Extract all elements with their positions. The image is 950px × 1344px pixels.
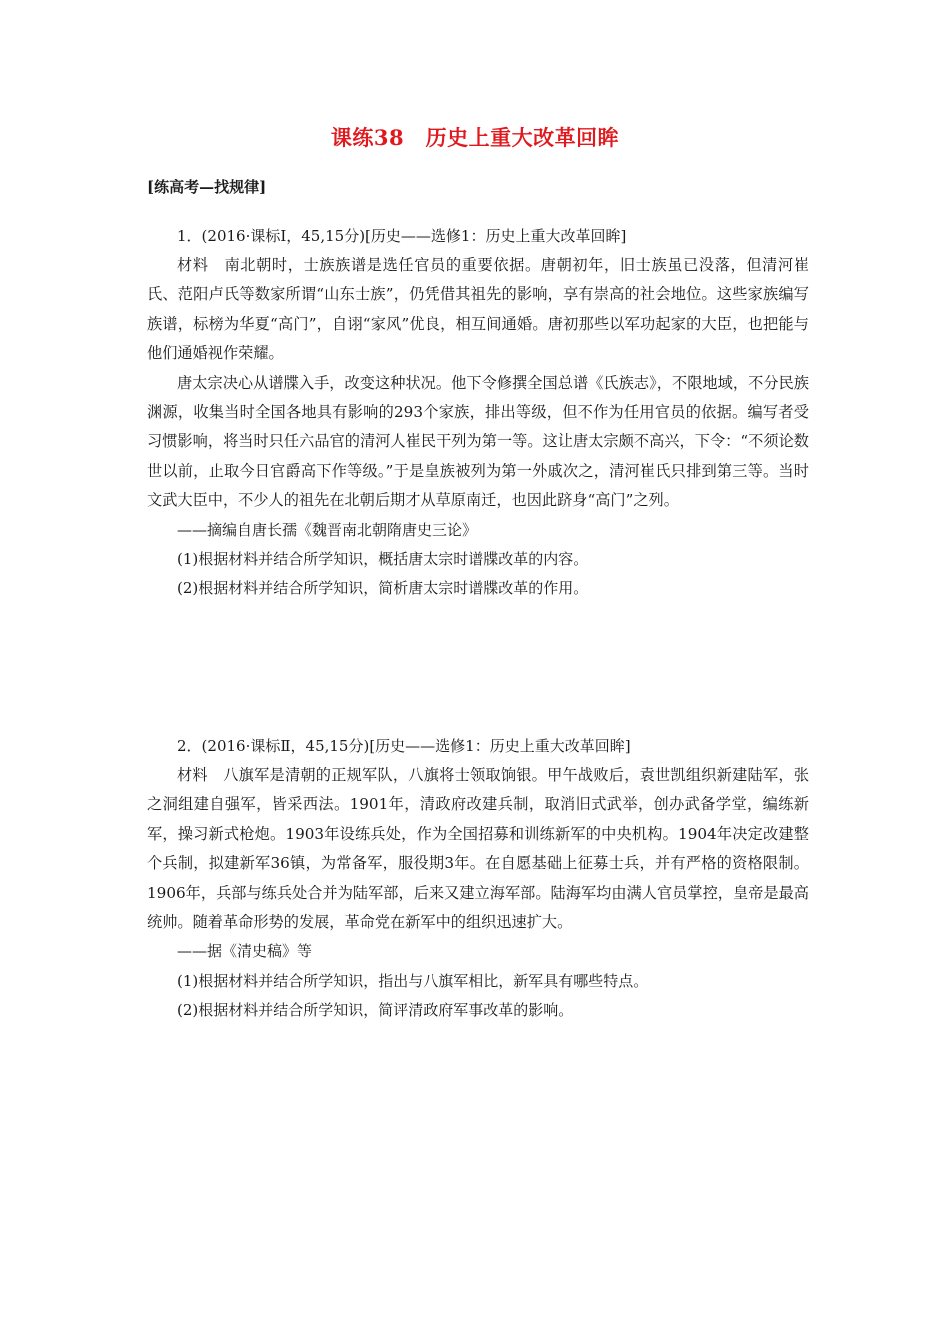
question-header: 2．(2016·课标Ⅱ，45,15分)[历史——选修1：历史上重大改革回眸] xyxy=(177,737,631,755)
question-1 xyxy=(147,222,809,604)
material-paragraph: 材料 南北朝时，士族族谱是选任官员的重要依据。唐朝初年，旧士族虽已没落，但清河崔氏、范阳卢氏等数家所谓“山东士族”，仍凭借其祖先的影响，享有崇高的社会地位。这些家族编写族谱，标榜为华夏“高门”，自诩“家风”优良，相互间通婚。唐初那些以军功起家的大臣，也把能与他们通婚视作荣耀。 xyxy=(147,256,809,363)
sub-question: (2)根据材料并结合所学知识，简评清政府军事改革的影响。 xyxy=(177,1001,574,1020)
material-paragraph: 材料 八旗军是清朝的正规军队，八旗将士领取饷银。甲午战败后，袁世凯组织新建陆军，张之洞组建自强军，皆采西法。1901年，清政府改建兵制，取消旧式武举，创办武备学堂，编练新军，操习新式枪炮。1903年设练兵处，作为全国招募和训练新军的中央机构。1904年决定改建整个兵制，拟建新军36镇，为常备军，服役期3年。在自愿基础上征募士兵，并有严格的资格限制。1906年，兵部与练兵处合并为陆军部，后来又建立海军部。陆海军均由满人官员掌控，皇帝是最高统帅。随着革命形势的发展，革命党在新军中的组织迅速扩大。 xyxy=(147,766,809,932)
material-source: ——摘编自唐长孺《魏晋南北朝隋唐史三论》 xyxy=(177,520,478,539)
material-source: ——据《清史稿》等 xyxy=(177,942,313,961)
sub-question: (1)根据材料并结合所学知识，概括唐太宗时谱牒改革的内容。 xyxy=(177,550,589,569)
material-paragraph: 唐太宗决心从谱牒入手，改变这种状况。他下令修撰全国总谱《氏族志》，不限地域，不分民族渊源，收集当时全国各地具有影响的293个家族，排出等级，但不作为任用官员的依据。编写者受习惯影响，将当时只任六品官的清河人崔民干列为第一等。这让唐太宗颇不高兴，下令：“不须论数世以前，止取今日官爵高下作等级。”于是皇族被列为第一外戚次之，清河崔氏只排到第三等。当时文武大臣中，不少人的祖先在北朝后期才从草原南迁，也因此跻身“高门”之列。 xyxy=(147,373,809,510)
section-heading: [练高考—找规律] xyxy=(147,178,267,196)
sub-question: (2)根据材料并结合所学知识，简析唐太宗时谱牒改革的作用。 xyxy=(177,579,589,598)
question-2 xyxy=(147,732,809,1026)
page-title: 课练38 历史上重大改革回眸 xyxy=(330,125,620,150)
sub-question: (1)根据材料并结合所学知识，指出与八旗军相比，新军具有哪些特点。 xyxy=(177,971,649,990)
question-header: 1．(2016·课标Ⅰ，45,15分)[历史——选修1：历史上重大改革回眸] xyxy=(177,227,627,245)
